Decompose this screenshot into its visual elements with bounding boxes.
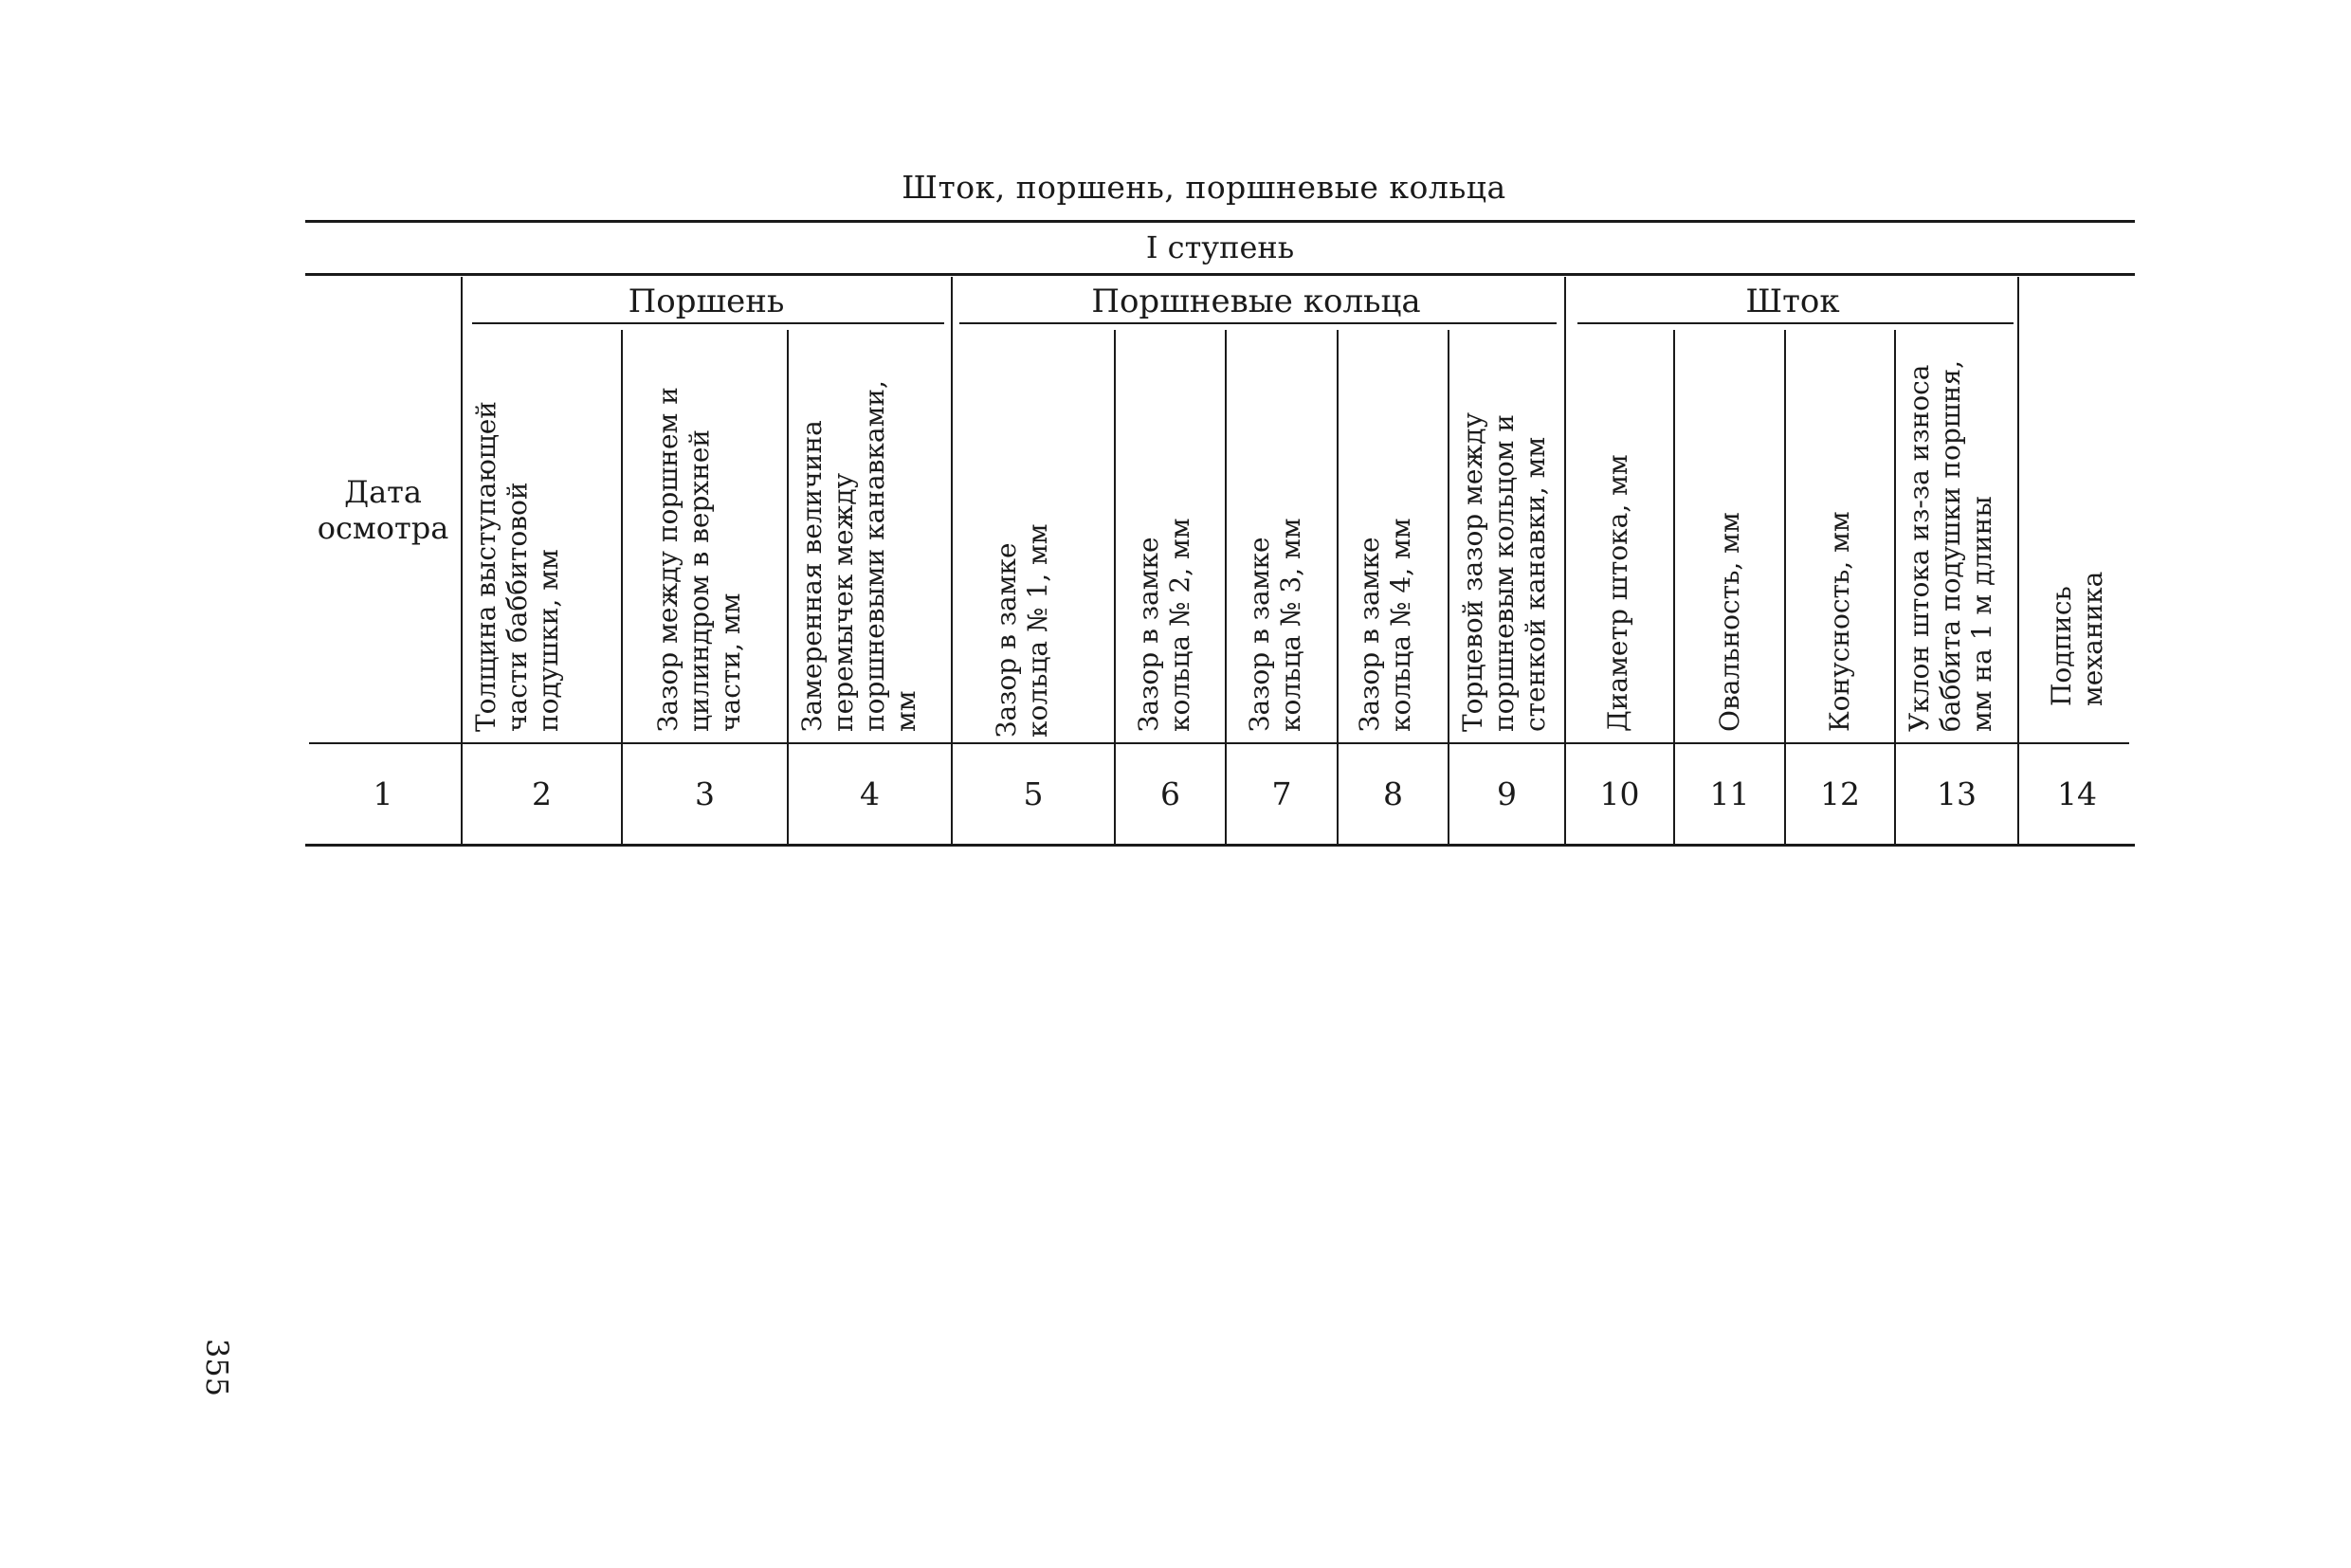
group-rod-rule [1577, 322, 2014, 324]
col-divider-5 [1114, 330, 1116, 844]
column-number: 13 [1937, 775, 1977, 812]
column-5-label: Зазор в замке кольца № 1, мм [991, 523, 1053, 738]
column-7-label: Зазор в замке кольца № 3, мм [1244, 518, 1306, 732]
column-number: 3 [695, 775, 715, 812]
column-number: 14 [2057, 775, 2097, 812]
column-number: 2 [532, 775, 552, 812]
column-4-label: Замеренная величина перемычек между поршневыми канавками, мм [796, 380, 921, 732]
column-number: 8 [1383, 775, 1403, 812]
group-rings-label: Поршневые кольца [1091, 283, 1421, 320]
group-piston-label: Поршень [628, 283, 785, 320]
top-rule [305, 220, 2135, 223]
column-number: 1 [373, 775, 393, 812]
col-divider-7 [1337, 330, 1339, 844]
col-divider-3 [787, 330, 789, 844]
col-divider-12 [1894, 330, 1896, 844]
col-divider-4 [951, 277, 953, 844]
group-piston-rule [472, 322, 944, 324]
col-divider-1 [461, 277, 463, 844]
page-number: 355 [199, 1339, 235, 1397]
column-number: 7 [1271, 775, 1292, 812]
column-number: 6 [1160, 775, 1180, 812]
column-number: 9 [1497, 775, 1517, 812]
column-13-label: Уклон штока из-за износа баббита подушки поршня, мм на 1 м длины [1904, 359, 1997, 732]
stage-label: I ступень [1145, 229, 1295, 265]
column-6-label: Зазор в замке кольца № 2, мм [1133, 518, 1195, 732]
table-title: Шток, поршень, поршневые кольца [902, 169, 1506, 206]
column-10-label: Диаметр штока, мм [1602, 454, 1633, 732]
column-11-label: Овальность, мм [1714, 512, 1745, 732]
header-bottom-rule [309, 742, 2129, 744]
column-number: 12 [1820, 775, 1860, 812]
column-12-label: Конусность, мм [1824, 511, 1855, 732]
column-2-label: Толщина выступающей части баббитовой подушки, мм [470, 401, 564, 732]
column-1-label: Дата осмотра [317, 474, 449, 546]
column-number: 4 [860, 775, 880, 812]
column-number: 5 [1023, 775, 1044, 812]
col-divider-10 [1673, 330, 1675, 844]
bottom-rule [305, 844, 2135, 847]
column-14-label: Подпись механика [2046, 571, 2108, 706]
column-8-label: Зазор в замке кольца № 4, мм [1354, 518, 1416, 732]
col-divider-8 [1448, 330, 1449, 844]
group-rod-label: Шток [1745, 283, 1840, 320]
column-number: 11 [1709, 775, 1750, 812]
column-number: 10 [1599, 775, 1640, 812]
col-divider-9 [1564, 277, 1566, 844]
col-divider-2 [621, 330, 623, 844]
group-rings-rule [959, 322, 1557, 324]
stage-rule [305, 273, 2135, 276]
column-3-label: Зазор между поршнем и цилиндром в верхней части, мм [652, 387, 746, 732]
col-divider-6 [1225, 330, 1227, 844]
col-divider-13 [2017, 277, 2019, 844]
column-9-label: Торцевой зазор между поршневым кольцом и стенкой канавки, мм [1457, 412, 1551, 732]
col-divider-11 [1784, 330, 1786, 844]
